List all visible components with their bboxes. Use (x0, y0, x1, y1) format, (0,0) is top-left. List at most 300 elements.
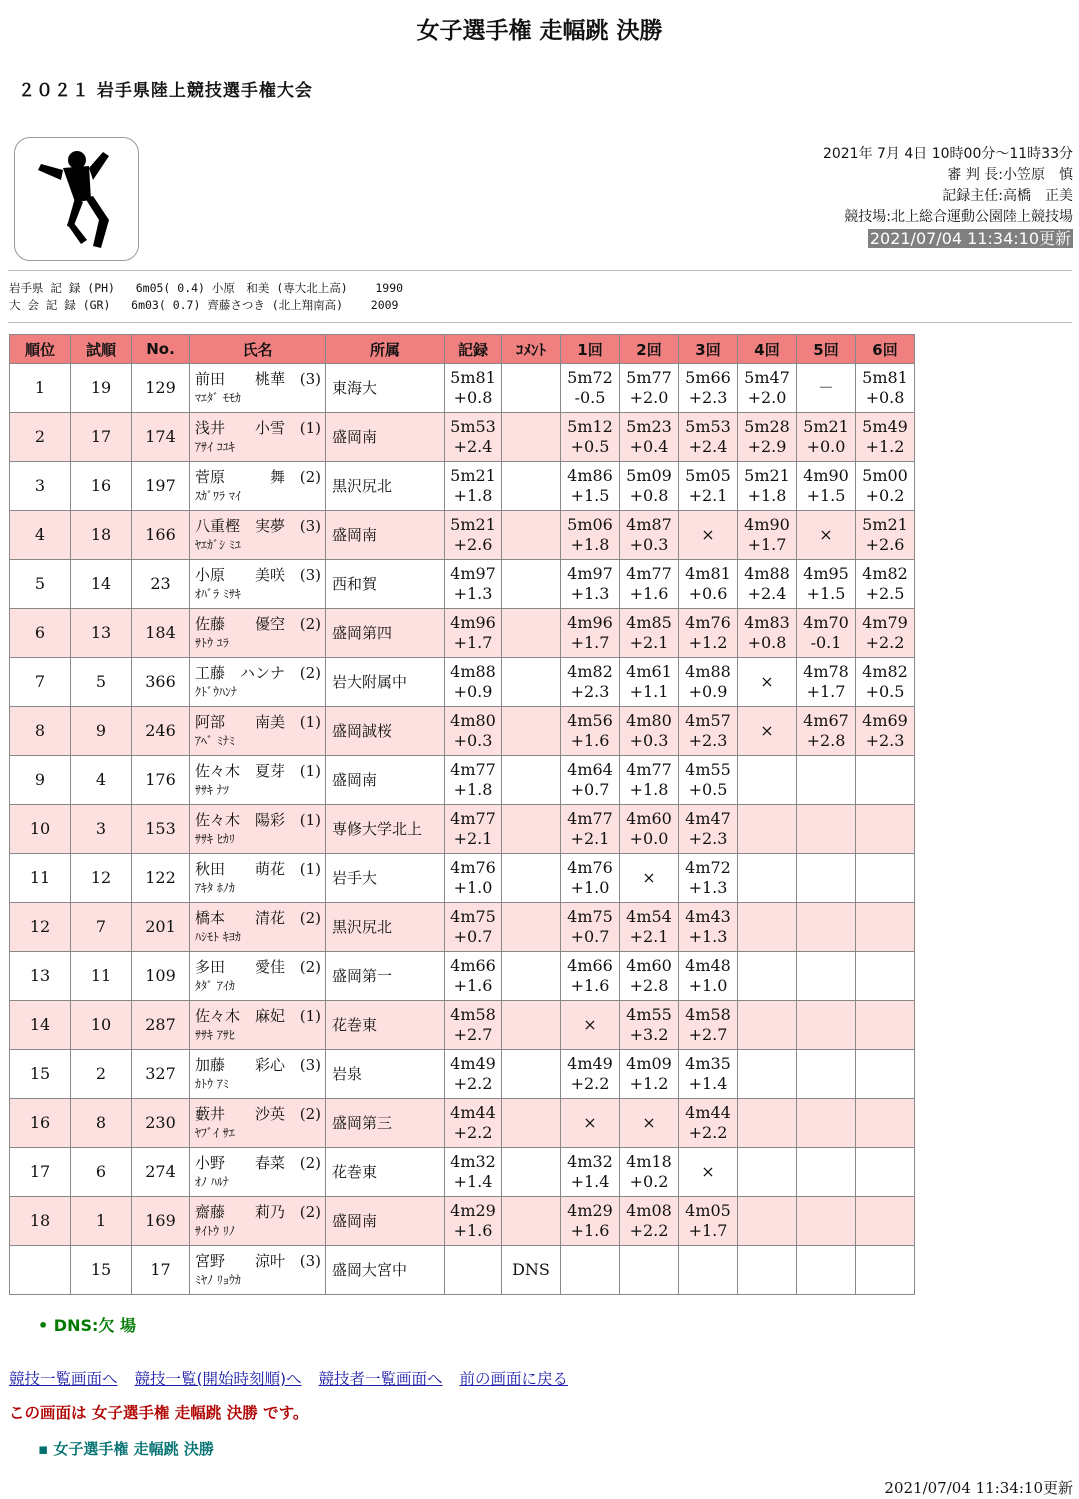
athlete-kana: ｻｻｷ ﾋｶﾘ (195, 832, 235, 846)
trial-wind: +0.4 (629, 437, 669, 456)
number-cell: 230 (132, 1099, 190, 1148)
comment-cell (502, 560, 561, 609)
trial-wind: +2.4 (688, 437, 728, 456)
trial-mark: 4m70 (803, 613, 849, 632)
trial-mark: 4m60 (626, 809, 672, 828)
record-wind: +1.7 (453, 633, 493, 652)
trial-wind: +0.5 (865, 682, 905, 701)
table-row (10, 560, 915, 609)
referee: 審 判 長:小笠原 慎 (947, 167, 1073, 183)
dns-note-text: DNS:欠 場 (53, 1316, 136, 1335)
team-cell: 盛岡誠桜 (326, 707, 445, 756)
trial-wind: +2.2 (629, 1221, 669, 1240)
trial-mark: 5m00 (862, 466, 908, 485)
trial-wind: +1.3 (688, 927, 728, 946)
record-wind: +0.3 (453, 731, 493, 750)
trial-mark: 4m88 (685, 662, 731, 681)
trial-cell (797, 364, 856, 413)
trial-wind: +1.5 (806, 584, 846, 603)
trial-mark: 4m58 (685, 1005, 731, 1024)
trial-wind: +0.0 (629, 829, 669, 848)
record-mark: 4m44 (450, 1103, 496, 1122)
col-header-trial-3: 3回 (679, 335, 738, 364)
trial-wind: +1.8 (629, 780, 669, 799)
trial-cell (561, 707, 620, 756)
trial-cell (738, 1246, 797, 1295)
athlete-name: 宮野 涼叶 (195, 1252, 286, 1270)
rank-cell: 12 (10, 903, 71, 952)
trial-mark: 4m76 (567, 858, 613, 877)
athlete-grade: (3) (299, 370, 321, 388)
order-cell: 17 (71, 413, 132, 462)
record-wind: +0.7 (453, 927, 493, 946)
trial-mark: 5m09 (626, 466, 672, 485)
record-mark: 5m81 (450, 368, 496, 387)
trial-cell (797, 511, 856, 560)
trial-wind: +2.0 (629, 388, 669, 407)
trial-cell (679, 854, 738, 903)
trial-mark: 4m77 (626, 564, 672, 583)
col-header-team: 所属 (326, 335, 445, 364)
trial-mark: 4m82 (862, 662, 908, 681)
trial-wind: +2.1 (629, 633, 669, 652)
athlete-grade: (2) (299, 958, 321, 976)
trial-cell (620, 413, 679, 462)
trial-mark: 4m55 (626, 1005, 672, 1024)
trial-mark: × (701, 1162, 715, 1181)
athlete-name-line (195, 761, 321, 781)
team-cell: 東海大 (326, 364, 445, 413)
trial-cell (797, 1050, 856, 1099)
name-cell (190, 560, 326, 609)
trial-mark: 4m49 (567, 1054, 613, 1073)
name-cell (190, 462, 326, 511)
trial-mark: 5m72 (567, 368, 613, 387)
athlete-name-line (195, 712, 321, 732)
trial-mark: 4m82 (567, 662, 613, 681)
record-mark: 5m21 (450, 466, 496, 485)
table-row (10, 707, 915, 756)
name-cell (190, 413, 326, 462)
athlete-name: 佐々木 夏芽 (195, 762, 286, 780)
trial-cell (679, 805, 738, 854)
trial-cell (679, 756, 738, 805)
trial-cell (797, 805, 856, 854)
number-cell: 153 (132, 805, 190, 854)
trial-mark: 4m75 (567, 907, 613, 926)
number-cell: 129 (132, 364, 190, 413)
comment-cell (502, 413, 561, 462)
trial-cell (797, 952, 856, 1001)
event-date: 2021年 7月 4日 10時00分～11時33分 (822, 146, 1073, 162)
order-cell: 14 (71, 560, 132, 609)
trial-wind: +1.4 (688, 1074, 728, 1093)
order-cell: 3 (71, 805, 132, 854)
athlete-kana: ｻｻｷ ｱｻﾋ (195, 1028, 235, 1042)
comment-cell (502, 1148, 561, 1197)
table-row (10, 413, 915, 462)
rank-cell: 3 (10, 462, 71, 511)
trial-cell (620, 1148, 679, 1197)
trial-cell (620, 462, 679, 511)
table-row (10, 952, 915, 1001)
record-wind: +2.2 (453, 1074, 493, 1093)
trial-cell (797, 1099, 856, 1148)
trial-cell (856, 707, 915, 756)
trial-cell (856, 1148, 915, 1197)
table-row (10, 511, 915, 560)
athlete-kana: ﾐﾔﾉ ﾘｮｳｶ (195, 1273, 241, 1287)
event-sub-link-text[interactable]: 女子選手権 走幅跳 決勝 (53, 1440, 214, 1458)
trial-wind: +3.2 (629, 1025, 669, 1044)
trial-wind: +0.0 (806, 437, 846, 456)
table-row (10, 609, 915, 658)
athlete-grade: (2) (299, 1154, 321, 1172)
trial-cell (797, 413, 856, 462)
athlete-grade: (3) (299, 566, 321, 584)
trial-wind: +2.1 (629, 927, 669, 946)
team-cell: 岩大附属中 (326, 658, 445, 707)
trial-wind: +2.5 (865, 584, 905, 603)
order-cell: 11 (71, 952, 132, 1001)
results-table (9, 334, 915, 1295)
trial-wind: +2.1 (570, 829, 610, 848)
trial-wind: +2.3 (688, 388, 728, 407)
name-cell (190, 1197, 326, 1246)
comment-cell (502, 903, 561, 952)
athlete-name-line (195, 810, 321, 830)
trial-mark: 4m66 (567, 956, 613, 975)
athlete-name: 佐々木 麻妃 (195, 1007, 286, 1025)
trial-cell (679, 1050, 738, 1099)
record-cell (445, 1001, 502, 1050)
number-cell: 327 (132, 1050, 190, 1099)
athlete-name-line (195, 1202, 321, 1222)
trial-mark: 4m81 (685, 564, 731, 583)
trial-wind: +1.3 (570, 584, 610, 603)
trial-cell (856, 1099, 915, 1148)
trial-mark: 4m77 (626, 760, 672, 779)
trial-mark: × (642, 868, 656, 887)
order-cell: 16 (71, 462, 132, 511)
athlete-name: 佐藤 優空 (195, 615, 286, 633)
table-row (10, 364, 915, 413)
record-wind: +1.8 (453, 486, 493, 505)
number-cell: 23 (132, 560, 190, 609)
athlete-name-line (195, 1251, 321, 1271)
trial-mark: 4m79 (862, 613, 908, 632)
trial-wind: +0.2 (865, 486, 905, 505)
order-cell: 2 (71, 1050, 132, 1099)
trial-cell (679, 462, 738, 511)
trial-cell (797, 707, 856, 756)
trial-cell (856, 903, 915, 952)
trial-cell (561, 952, 620, 1001)
event-list-by-time-link[interactable]: 競技一覧(開始時刻順)へ (134, 1370, 302, 1388)
athlete-name: 橋本 清花 (195, 909, 286, 927)
table-row (10, 854, 915, 903)
trial-cell (561, 462, 620, 511)
divider (8, 322, 1072, 323)
trial-mark: × (642, 1113, 656, 1132)
athlete-name-line (195, 467, 321, 487)
trial-cell (620, 756, 679, 805)
trial-cell (679, 1197, 738, 1246)
trial-wind: +2.2 (688, 1123, 728, 1142)
rank-cell: 4 (10, 511, 71, 560)
trial-mark: 5m23 (626, 417, 672, 436)
trial-wind: +2.3 (570, 682, 610, 701)
athlete-kana: ｱｷﾀ ﾎﾉｶ (195, 881, 235, 895)
athlete-grade: (1) (299, 762, 321, 780)
team-cell: 盛岡第三 (326, 1099, 445, 1148)
athlete-name-line (195, 369, 321, 389)
trial-cell (738, 903, 797, 952)
trial-cell (797, 903, 856, 952)
trial-wind: +0.7 (570, 927, 610, 946)
trial-mark: × (819, 525, 833, 544)
table-row (10, 1246, 915, 1295)
team-cell: 岩手大 (326, 854, 445, 903)
trial-wind: +1.8 (747, 486, 787, 505)
trial-cell (561, 658, 620, 707)
athlete-name: 藪井 沙英 (195, 1105, 286, 1123)
this-page-note: この画面は 女子選手権 走幅跳 決勝 です。 (9, 1404, 309, 1422)
records-block (9, 280, 403, 314)
athlete-kana: ｸﾄﾞｳﾊﾝﾅ (195, 685, 238, 699)
trial-wind: +2.3 (688, 829, 728, 848)
rank-cell: 7 (10, 658, 71, 707)
trial-wind: +2.4 (747, 584, 787, 603)
trial-mark: 5m21 (803, 417, 849, 436)
athlete-kana: ﾔﾌﾞｲ ｻｴ (195, 1126, 235, 1140)
record-cell (445, 462, 502, 511)
trial-wind: +0.2 (629, 1172, 669, 1191)
athlete-kana: ｻｻｷ ﾅﾂ (195, 783, 229, 797)
trial-mark: × (583, 1113, 597, 1132)
rank-cell: 8 (10, 707, 71, 756)
record-wind: +0.8 (453, 388, 493, 407)
trial-cell (797, 658, 856, 707)
trial-cell (620, 903, 679, 952)
record-wind: +0.9 (453, 682, 493, 701)
comment-cell (502, 707, 561, 756)
trial-mark: 4m47 (685, 809, 731, 828)
trial-wind: +2.1 (688, 486, 728, 505)
athlete-grade: (1) (299, 1007, 321, 1025)
trial-mark: 4m55 (685, 760, 731, 779)
comment-cell (502, 952, 561, 1001)
rank-cell: 18 (10, 1197, 71, 1246)
rank-cell: 17 (10, 1148, 71, 1197)
record-wind: +2.6 (453, 535, 493, 554)
trial-cell (561, 560, 620, 609)
trial-cell (738, 1099, 797, 1148)
trial-cell (561, 756, 620, 805)
record-mark: 4m96 (450, 613, 496, 632)
event-list-link[interactable]: 競技一覧画面へ (9, 1370, 118, 1388)
athlete-name: 秋田 萌花 (195, 860, 286, 878)
comment-cell (502, 609, 561, 658)
record-cell (445, 609, 502, 658)
trial-cell (797, 560, 856, 609)
trial-mark: 4m44 (685, 1103, 731, 1122)
athlete-kana: ﾏｴﾀﾞ ﾓﾓｶ (195, 391, 241, 405)
trial-mark: 4m64 (567, 760, 613, 779)
athlete-list-link[interactable]: 競技者一覧画面へ (318, 1370, 443, 1388)
athlete-kana: ｻﾄｳ ﾕﾗ (195, 636, 229, 650)
trial-wind: +1.6 (570, 1221, 610, 1240)
trial-mark: 4m76 (685, 613, 731, 632)
trial-wind: +0.8 (747, 633, 787, 652)
trial-cell (620, 511, 679, 560)
athlete-grade: (2) (299, 468, 321, 486)
trial-cell (856, 854, 915, 903)
trial-mark: 4m18 (626, 1152, 672, 1171)
name-cell (190, 1099, 326, 1148)
athlete-kana: ｵﾉ ﾊﾙﾅ (195, 1175, 229, 1189)
comment-cell (502, 511, 561, 560)
trial-mark: 4m83 (744, 613, 790, 632)
trial-mark: 5m47 (744, 368, 790, 387)
athlete-name-line (195, 516, 321, 536)
trial-cell (620, 1099, 679, 1148)
table-row (10, 1050, 915, 1099)
athlete-grade: (3) (299, 517, 321, 535)
trial-mark: 4m87 (626, 515, 672, 534)
trial-cell (561, 1099, 620, 1148)
record-cell (445, 511, 502, 560)
trial-cell (561, 609, 620, 658)
record-mark: 4m58 (450, 1005, 496, 1024)
record-mark: 4m29 (450, 1201, 496, 1220)
athlete-name-line (195, 957, 321, 977)
divider (8, 270, 1072, 271)
order-cell: 9 (71, 707, 132, 756)
trial-mark: 4m57 (685, 711, 731, 730)
header-row (10, 335, 915, 364)
athlete-name-line (195, 418, 321, 438)
trial-wind: +2.3 (865, 731, 905, 750)
trial-wind: +1.6 (570, 976, 610, 995)
trial-cell (561, 1148, 620, 1197)
trial-cell (561, 1050, 620, 1099)
athlete-name: 多田 愛佳 (195, 958, 286, 976)
athlete-kana: ｽｶﾞﾜﾗ ﾏｲ (195, 489, 241, 503)
name-cell (190, 511, 326, 560)
number-cell: 274 (132, 1148, 190, 1197)
trial-mark: 4m82 (862, 564, 908, 583)
record-wind: +1.8 (453, 780, 493, 799)
trial-cell (561, 903, 620, 952)
back-link[interactable]: 前の画面に戻る (459, 1370, 568, 1388)
trial-cell (856, 1197, 915, 1246)
record-cell (445, 560, 502, 609)
trial-mark: 4m56 (567, 711, 613, 730)
team-cell: 盛岡第一 (326, 952, 445, 1001)
order-cell: 13 (71, 609, 132, 658)
trial-cell (679, 560, 738, 609)
trial-cell (679, 903, 738, 952)
record-mark: 4m76 (450, 858, 496, 877)
record-wind: +1.6 (453, 976, 493, 995)
rank-cell: 1 (10, 364, 71, 413)
trial-cell (856, 511, 915, 560)
athlete-name-line (195, 859, 321, 879)
athlete-name: 工藤 ハンナ (195, 664, 286, 682)
col-header-trial-4: 4回 (738, 335, 797, 364)
trial-cell (561, 413, 620, 462)
athlete-kana: ﾔｴｶﾞｼ ﾐﾕ (195, 538, 241, 552)
trial-mark: 4m85 (626, 613, 672, 632)
record-cell (445, 364, 502, 413)
comment-cell (502, 756, 561, 805)
trial-wind: +0.9 (688, 682, 728, 701)
trial-cell (620, 854, 679, 903)
number-cell: 184 (132, 609, 190, 658)
trial-cell (856, 756, 915, 805)
trial-cell (561, 511, 620, 560)
col-header-name: 氏名 (190, 335, 326, 364)
team-cell: 盛岡南 (326, 413, 445, 462)
trial-cell (797, 609, 856, 658)
event-sub-link[interactable]: ▪ 女子選手権 走幅跳 決勝 (38, 1440, 214, 1458)
comment-cell (502, 462, 561, 511)
trial-cell (561, 1001, 620, 1050)
athlete-name-line (195, 908, 321, 928)
trial-cell (738, 560, 797, 609)
team-cell: 盛岡大宮中 (326, 1246, 445, 1295)
trial-cell (620, 1246, 679, 1295)
record-mark: 4m88 (450, 662, 496, 681)
trial-cell (679, 413, 738, 462)
trial-mark: 4m95 (803, 564, 849, 583)
record-cell (445, 903, 502, 952)
trial-wind: +0.6 (688, 584, 728, 603)
trial-cell (561, 364, 620, 413)
table-row (10, 1148, 915, 1197)
trial-mark: 4m69 (862, 711, 908, 730)
trial-wind: +1.5 (806, 486, 846, 505)
comment-cell (502, 1197, 561, 1246)
comment-cell (502, 364, 561, 413)
athlete-kana: ﾊｼﾓﾄ ｷﾖｶ (195, 930, 241, 944)
trial-wind: +0.8 (865, 388, 905, 407)
athlete-grade: (1) (299, 811, 321, 829)
name-cell (190, 1050, 326, 1099)
trial-cell (856, 462, 915, 511)
trial-mark: 4m67 (803, 711, 849, 730)
trial-mark: 5m81 (862, 368, 908, 387)
trial-cell (856, 413, 915, 462)
record-wind: +2.1 (453, 829, 493, 848)
trial-wind: +1.1 (629, 682, 669, 701)
prefectural-record: 岩手県 記 録 (PH) 6m05( 0.4) 小原 和美 (専大北上高) 1990 (9, 281, 404, 295)
order-cell: 1 (71, 1197, 132, 1246)
trial-wind: +1.4 (570, 1172, 610, 1191)
trial-mark: 4m80 (626, 711, 672, 730)
col-header-trial-2: 2回 (620, 335, 679, 364)
team-cell: 黒沢尻北 (326, 462, 445, 511)
order-cell: 7 (71, 903, 132, 952)
athlete-name: 佐々木 陽彩 (195, 811, 286, 829)
trial-cell (679, 707, 738, 756)
name-cell (190, 903, 326, 952)
trial-mark: × (760, 721, 774, 740)
name-cell (190, 707, 326, 756)
name-cell (190, 609, 326, 658)
trial-cell (738, 1197, 797, 1246)
